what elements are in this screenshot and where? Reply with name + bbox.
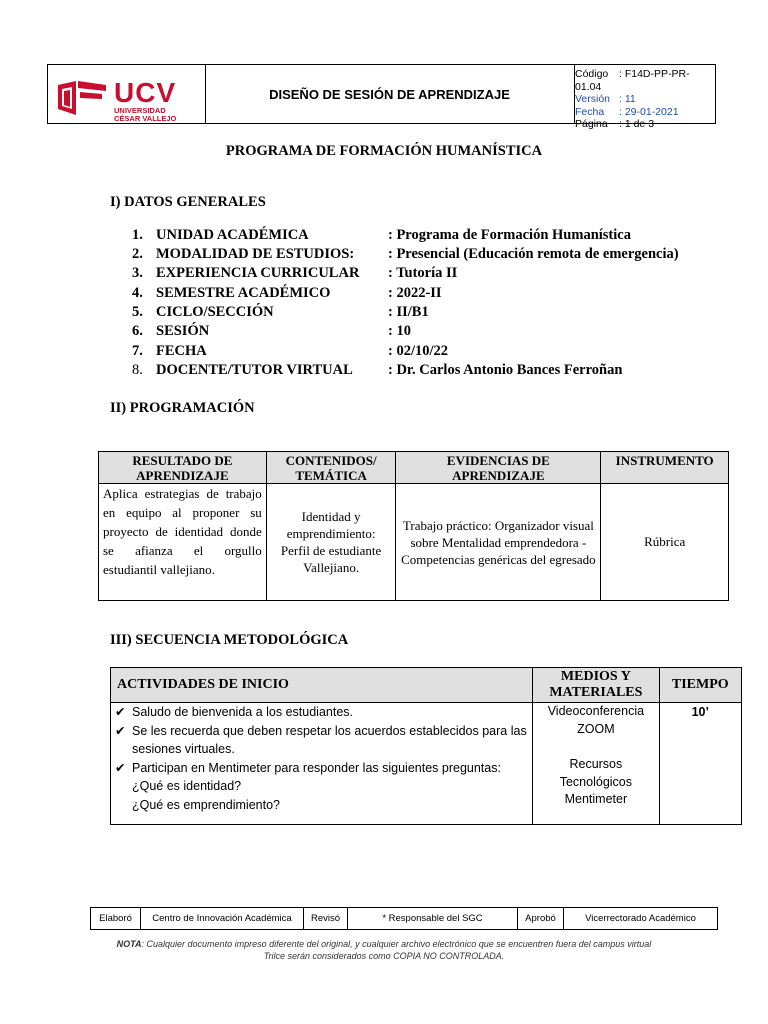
meta-date: Fecha : 29-01-2021 xyxy=(575,105,679,118)
table-header: RESULTADO DE APRENDIZAJE xyxy=(99,452,267,484)
section-datos-generales: I) DATOS GENERALES xyxy=(110,194,266,210)
footer-cell: Aprobó xyxy=(518,908,564,929)
section-programacion: II) PROGRAMACIÓN xyxy=(110,400,255,416)
question: ¿Qué es emprendimiento? xyxy=(132,797,280,812)
list-item: ✔ Participan en Mentimeter para responder las siguientes preguntas: xyxy=(115,759,528,778)
logo-cell xyxy=(48,65,206,123)
ucv-logo-icon xyxy=(56,81,108,115)
table-header: CONTENIDOS/ TEMÁTICA xyxy=(266,452,396,484)
question: ¿Qué es identidad? xyxy=(132,779,242,793)
document-header xyxy=(47,64,716,131)
table-header: MEDIOS Y MATERIALES xyxy=(533,668,659,703)
table-header: INSTRUMENTO xyxy=(601,452,729,484)
meta-version: Versión : 11 xyxy=(575,93,636,106)
approval-footer xyxy=(90,907,718,930)
table-cell-resultado: Aplica estrategias de trabajo en equipo al proponer su proyecto de identidad donde se afianza el orgullo estudiantil vallejiano. xyxy=(99,484,267,601)
meta-page: Página : 1 de 3 xyxy=(575,118,655,131)
actividades-cell xyxy=(111,703,533,825)
tiempo-cell: 10’ xyxy=(659,703,741,825)
check-icon: ✔ xyxy=(115,705,126,719)
programacion-table xyxy=(98,451,729,601)
footer-cell: Vicerrectorado Académico xyxy=(585,913,696,924)
document-meta xyxy=(575,68,715,131)
table-cell-instrumento: Rúbrica xyxy=(601,484,729,601)
logo-subtitle: UNIVERSIDAD CÉSAR VALLEJO xyxy=(114,106,177,123)
table-header: ACTIVIDADES DE INICIO xyxy=(111,668,533,703)
footer-note: NOTA: Cualquier documento impreso diferente del original, y cualquier archivo electrónico que se encuentren fuera del campus virtual Trilce serán considerados como COPIA NO CONTROLADA. xyxy=(116,939,652,961)
check-icon: ✔ xyxy=(115,760,126,775)
section-secuencia: III) SECUENCIA METODOLÓGICA xyxy=(110,632,349,648)
footer-cell: * Responsable del SGC xyxy=(348,908,518,929)
list-item: ✔ Se les recuerda que deben respetar los acuerdos establecidos para las sesiones virtuales. xyxy=(115,722,528,759)
check-icon: ✔ xyxy=(115,723,126,738)
table-header: EVIDENCIAS DE APRENDIZAJE xyxy=(396,452,601,484)
table-cell-evidencia: Trabajo práctico: Organizador visual sobre Mentalidad emprendedora - Competencias genéricas del egresado xyxy=(396,484,601,601)
list-item: ✔ Saludo de bienvenida a los estudiantes. xyxy=(115,703,528,722)
table-header: TIEMPO xyxy=(659,668,741,703)
medios-cell: Videoconferencia ZOOM Recursos Tecnológicos Mentimeter xyxy=(533,703,659,825)
document-title: DISEÑO DE SESIÓN DE APRENDIZAJE xyxy=(205,65,575,123)
program-title: PROGRAMA DE FORMACIÓN HUMANÍSTICA xyxy=(225,143,543,159)
footer-cell: Centro de Innovación Académica xyxy=(141,908,304,929)
table-cell-contenido: Identidad y emprendimiento: Perfil de estudiante Vallejiano. xyxy=(266,484,396,601)
meta-code: Código : F14D-PP-PR-01.04 xyxy=(575,68,690,93)
logo-text: UCV xyxy=(114,77,177,108)
footer-cell: Revisó xyxy=(304,908,348,929)
secuencia-table xyxy=(110,667,742,825)
footer-cell: Elaboró xyxy=(91,908,141,929)
